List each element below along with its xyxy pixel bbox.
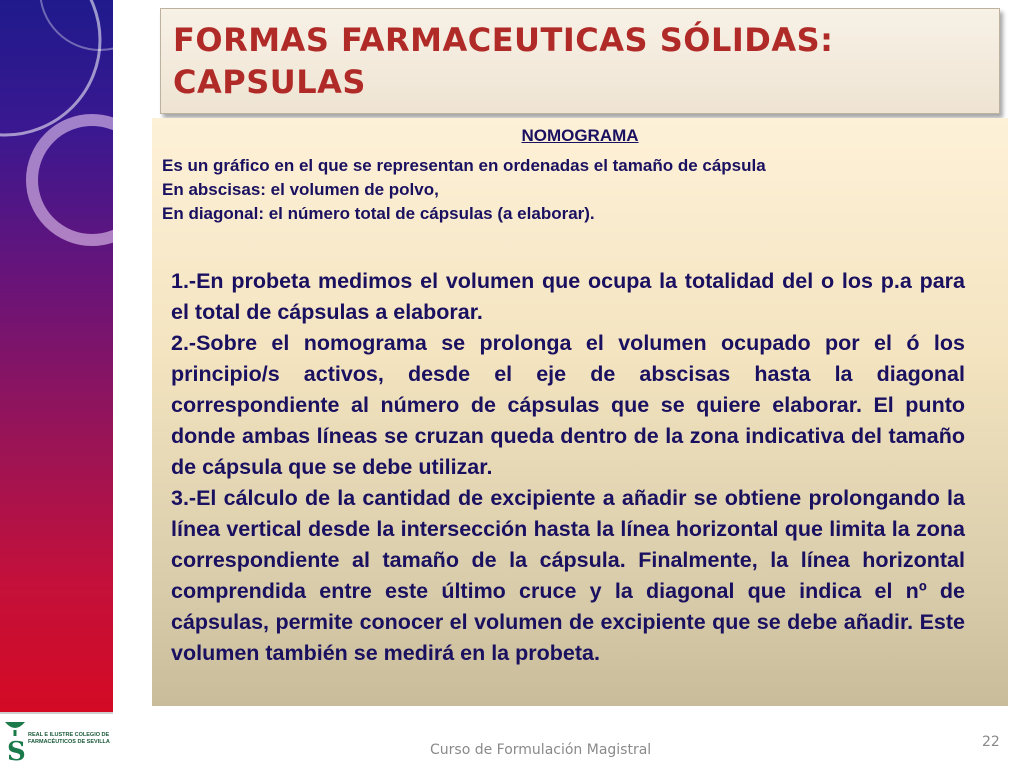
intro-line: Es un gráfico en el que se representan en ordenadas el tamaño de cápsula bbox=[162, 156, 766, 175]
college-logo bbox=[0, 712, 113, 768]
step-3: 3.-El cálculo de la cantidad de excipiente a añadir se obtiene prolongando la línea vertical desde la intersección hasta la línea horizontal que limita la zona correspondiente al tamaño de la cápsula. Finalmente, la línea horizontal comprendida entre este último cruce y la diagonal que indica el nº de cápsulas, permite conocer el volumen de excipiente que se debe añadir. Este volumen también se medirá en la probeta. bbox=[171, 486, 965, 665]
intro-line: En abscisas: el volumen de polvo, bbox=[162, 180, 439, 199]
intro-line: En diagonal: el número total de cápsulas (a elaborar). bbox=[162, 204, 595, 223]
decorative-rings bbox=[0, 0, 113, 712]
slide-title: FORMAS FARMACEUTICAS SÓLIDAS: CAPSULAS bbox=[173, 21, 834, 101]
svg-text:S: S bbox=[7, 737, 26, 764]
nomogram-heading: NOMOGRAMA bbox=[521, 126, 639, 145]
content-box bbox=[152, 118, 1008, 706]
title-box bbox=[160, 8, 1000, 114]
step-2: 2.-Sobre el nomograma se prolonga el volumen ocupado por el ó los principio/s activos, desde el eje de abscisas hasta la diagonal correspondiente al número de cápsulas que se quiere elaborar. El punto donde ambas líneas se cruzan queda dentro de la zona indicativa del tamaño de cápsula que se debe utilizar. bbox=[171, 331, 965, 479]
pharmacy-cup-icon bbox=[4, 718, 26, 764]
step-1: 1.-En probeta medimos el volumen que ocupa la totalidad del o los p.a para el total de cápsulas a elaborar. bbox=[171, 269, 965, 324]
procedure-steps bbox=[171, 266, 965, 669]
page-number: 22 bbox=[982, 734, 1000, 750]
logo-text: REAL E ILUSTRE COLEGIO DE FARMACÉUTICOS DE SEVILLA bbox=[28, 732, 110, 745]
intro-definition bbox=[162, 154, 1002, 226]
decorative-side-strip bbox=[0, 0, 113, 712]
footer-course: Curso de Formulación Magistral bbox=[430, 742, 652, 758]
